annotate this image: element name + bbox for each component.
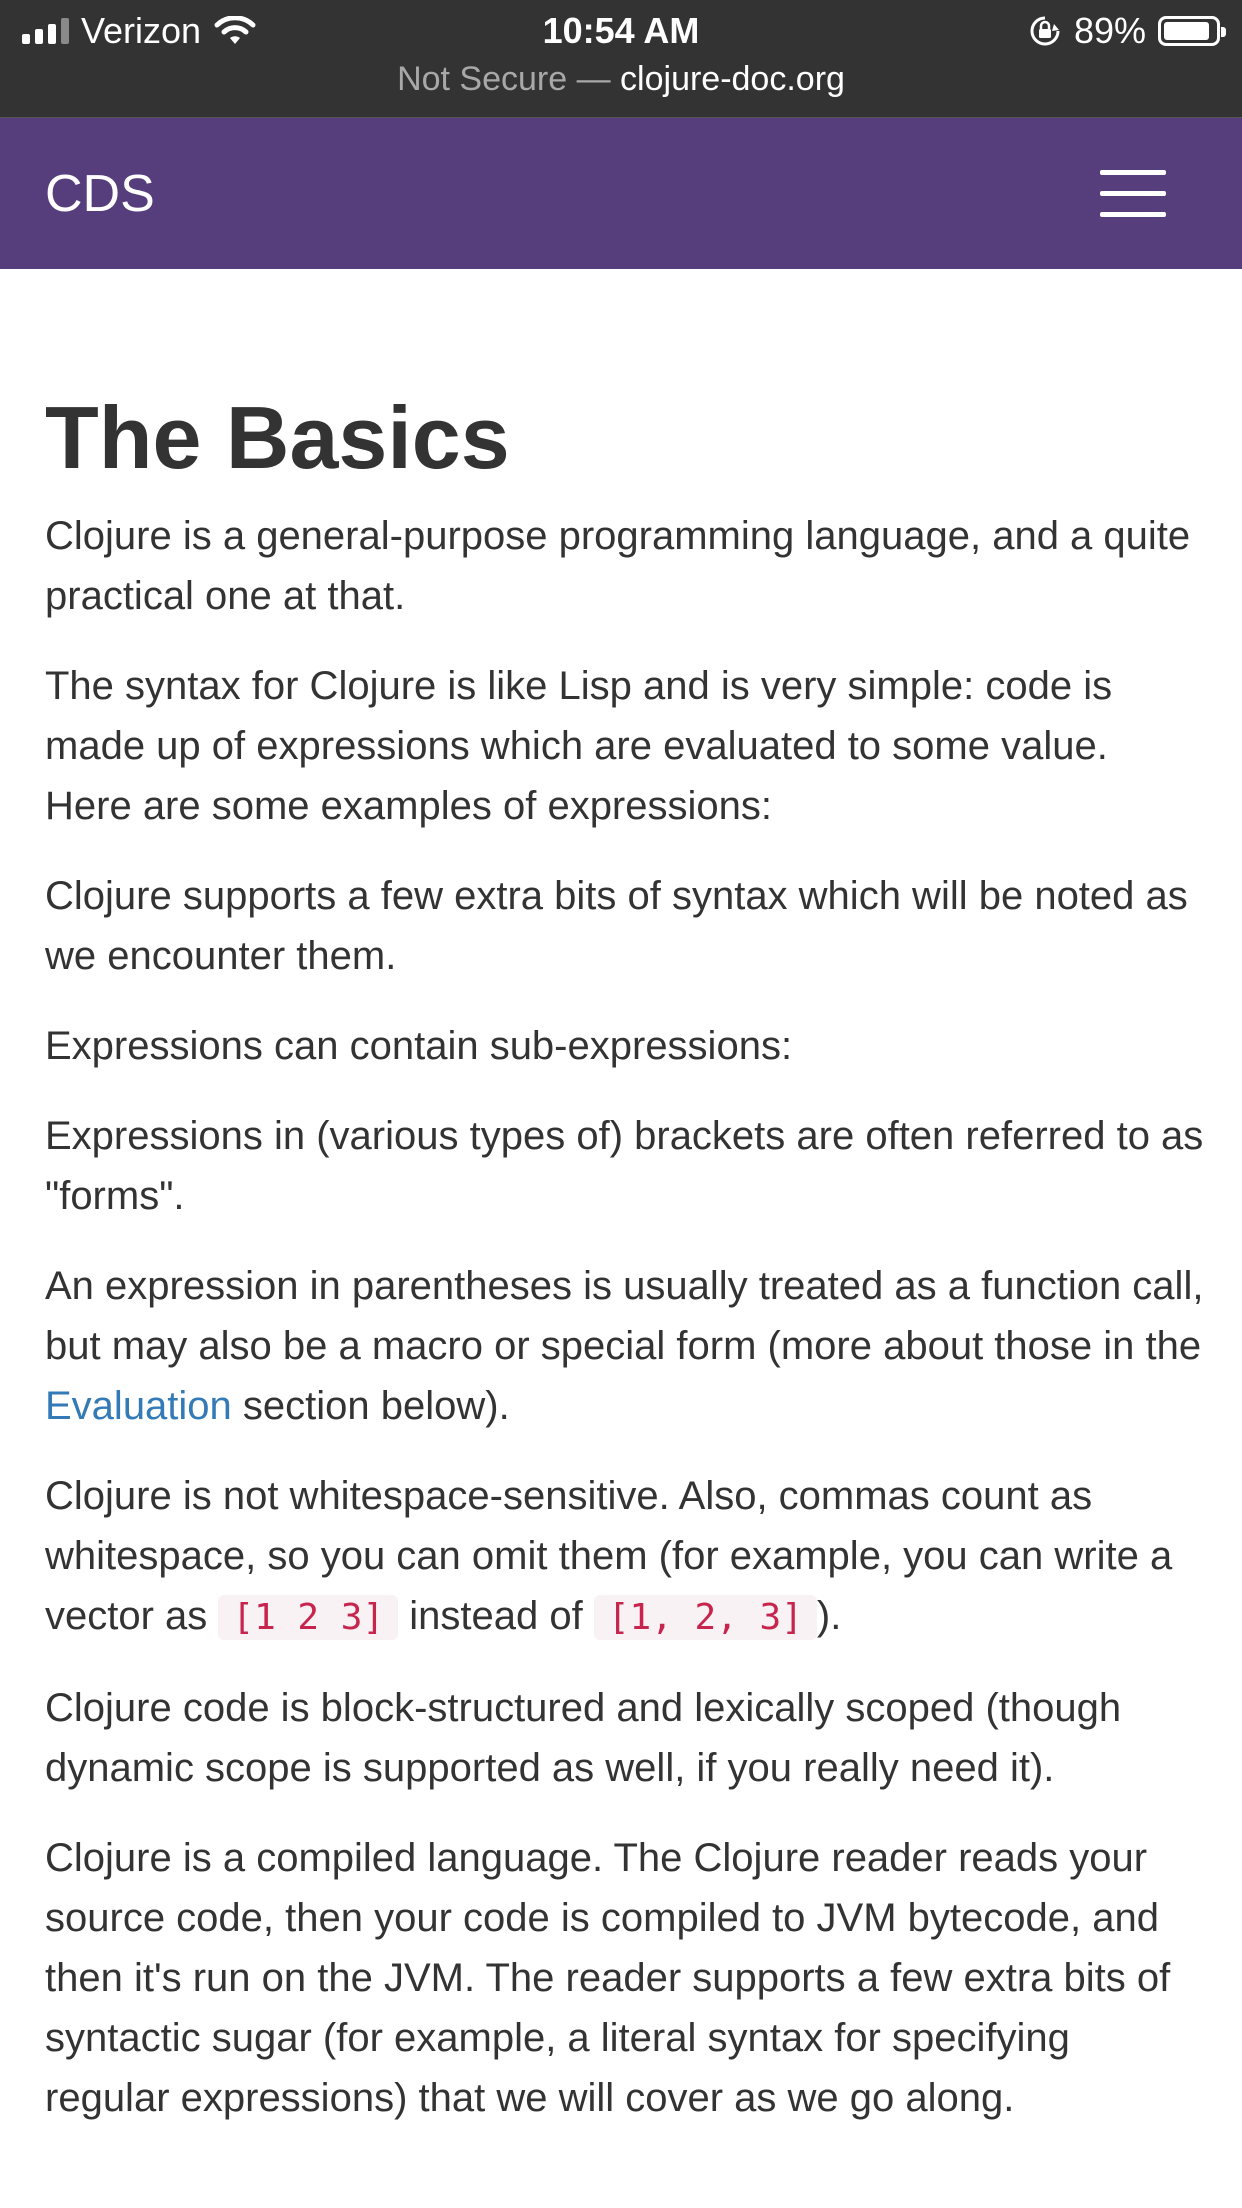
code-vector-commas: [1, 2, 3]	[594, 1595, 817, 1640]
status-bar	[0, 0, 1242, 118]
paragraph-extra-syntax: Clojure supports a few extra bits of syntax which will be noted as we encounter them.	[45, 874, 1188, 978]
rotation-lock-icon	[1028, 14, 1062, 48]
address-bar[interactable]	[0, 60, 1242, 99]
paragraph-whitespace: Clojure is not whitespace-sensitive. Also, commas count as whitespace, so you can omit them (for example, you can write a vector as [1 2 3] instead of [1, 2, 3] ).	[45, 1474, 1173, 1638]
page-title: The Basics	[45, 388, 510, 487]
url-domain: clojure-doc.org	[620, 60, 845, 98]
paragraph-forms: Expressions in (various types of) brackets are often referred to as "forms".	[45, 1114, 1204, 1218]
site-brand-link[interactable]: CDS	[45, 165, 155, 223]
battery-fill	[1164, 22, 1209, 40]
paragraph-compiled: Clojure is a compiled language. The Clojure reader reads your source code, then your code is compiled to JVM bytecode, and then it's run on the JVM. The reader supports a few extra bits of syntactic sugar (for example, a literal syntax for specifying regular expressions) that we will cover as we go along.	[45, 1836, 1171, 2120]
hamburger-menu-button[interactable]	[1100, 170, 1166, 218]
carrier-name: Verizon	[81, 10, 202, 51]
site-navbar	[0, 118, 1242, 269]
paragraph-parentheses: An expression in parentheses is usually treated as a function call, but may also be a macro or special form (more about those in the Evaluation section below).	[45, 1264, 1204, 1428]
not-secure-label: Not Secure —	[397, 60, 611, 98]
evaluation-link[interactable]: Evaluation	[45, 1384, 232, 1428]
article-content	[45, 270, 1205, 2158]
clock: 10:54 AM	[542, 10, 700, 51]
code-vector-no-commas: [1 2 3]	[218, 1595, 398, 1640]
paragraph-syntax: The syntax for Clojure is like Lisp and is very simple: code is made up of expressions which are evaluated to some value. Here are some examples of expressions:	[45, 664, 1113, 828]
paragraph-intro: Clojure is a general-purpose programming language, and a quite practical one at that.	[45, 514, 1191, 618]
battery-icon	[1158, 16, 1220, 46]
battery-percent: 89%	[1073, 10, 1146, 51]
paragraph-subexpressions: Expressions can contain sub-expressions:	[45, 1024, 793, 1068]
status-right	[1028, 10, 1220, 52]
paragraph-block-structured: Clojure code is block-structured and lexically scoped (though dynamic scope is supported as well, if you really need it).	[45, 1686, 1122, 1790]
